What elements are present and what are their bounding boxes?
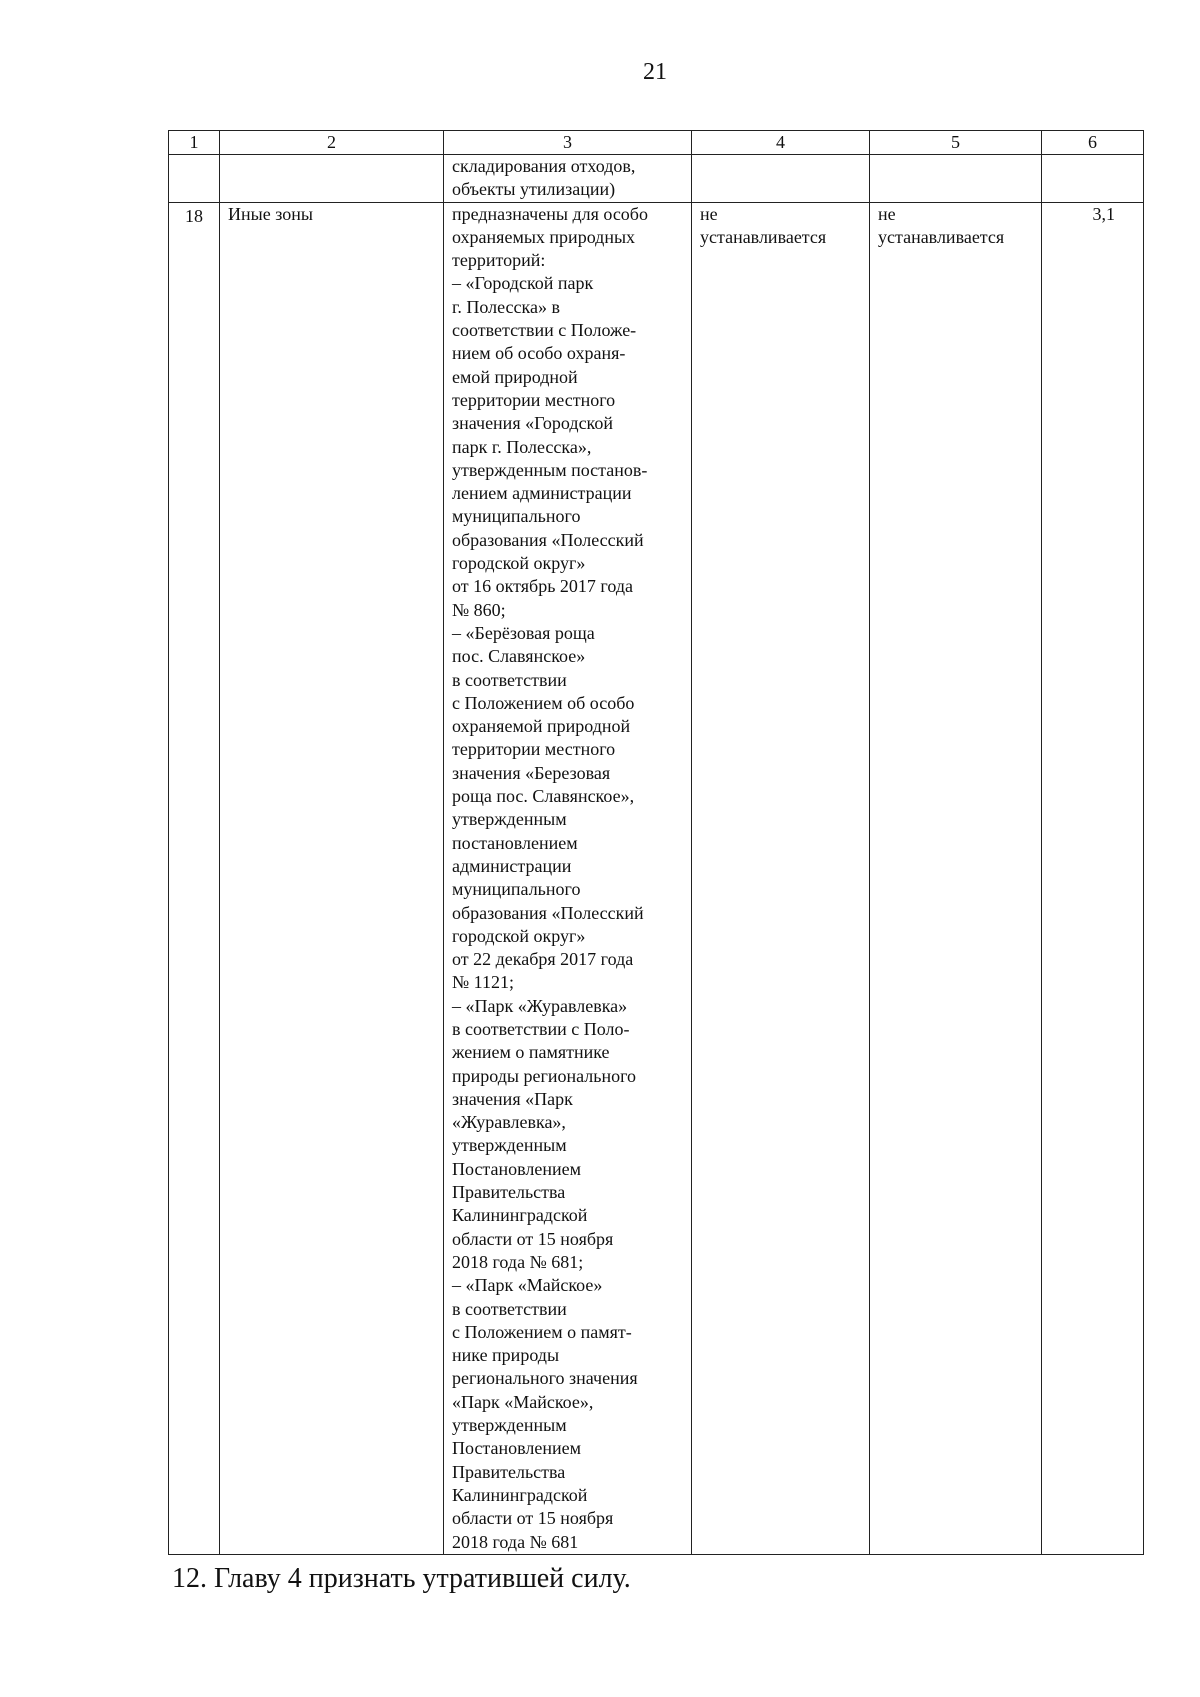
text-line: территории местного <box>452 389 616 410</box>
text-line: № 1121; <box>452 972 515 993</box>
cont-cell-4 <box>692 155 870 203</box>
text-line: складирования отходов, <box>452 156 636 176</box>
text-line: природы регионального <box>452 1065 637 1086</box>
text-line: жением о памятнике <box>452 1042 610 1063</box>
col4-text <box>700 203 861 250</box>
text-line: пос. Славянское» <box>452 646 586 667</box>
text-line: области от 15 ноября <box>452 1228 614 1249</box>
text-line: – «Берёзовая роща <box>452 622 595 643</box>
text-line: области от 15 ноября <box>452 1508 614 1529</box>
text-line: Правительства <box>452 1461 566 1482</box>
text-line: постановлением <box>452 832 578 853</box>
text-line: образования «Полесский <box>452 902 644 923</box>
text-line: устанавливается <box>878 226 1005 247</box>
text-line: нике природы <box>452 1345 560 1366</box>
text-line: утвержденным постанов- <box>452 459 648 480</box>
text-line: № 860; <box>452 599 506 620</box>
header-col-2: 2 <box>220 131 444 155</box>
text-line: утвержденным <box>452 1415 567 1436</box>
col4-cell <box>692 202 870 1554</box>
text-line: роща пос. Славянское», <box>452 786 635 807</box>
text-line: г. Полесска» в <box>452 296 560 317</box>
text-line: территории местного <box>452 739 616 760</box>
cont-purpose-text <box>452 155 683 202</box>
page-number: 21 <box>643 59 667 85</box>
text-line: парк г. Полесска», <box>452 436 592 457</box>
text-line: охраняемых природных <box>452 226 636 247</box>
text-line: емой природной <box>452 366 578 387</box>
text-line: в соответствии <box>452 669 567 690</box>
text-line: 2018 года № 681 <box>452 1531 579 1552</box>
table-row-continuation <box>169 155 1144 203</box>
col5-text <box>878 203 1033 250</box>
zone-name: Иные зоны <box>220 202 444 1554</box>
table-header-row <box>169 131 1144 155</box>
text-line: значения «Городской <box>452 413 614 434</box>
col5-cell <box>870 202 1042 1554</box>
text-line: в соответствии <box>452 1298 567 1319</box>
text-line: с Положением о памят- <box>452 1321 632 1342</box>
text-line: «Парк «Майское», <box>452 1391 594 1412</box>
cont-cell-1 <box>169 155 220 203</box>
header-col-5: 5 <box>870 131 1042 155</box>
text-line: городской округ» <box>452 553 586 574</box>
text-line: Постановлением <box>452 1438 582 1459</box>
row-number: 18 <box>169 202 220 1554</box>
text-line: – «Городской парк <box>452 273 594 294</box>
text-line: регионального значения <box>452 1368 638 1389</box>
text-line: значения «Березовая <box>452 762 611 783</box>
text-line: 2018 года № 681; <box>452 1251 584 1272</box>
cont-cell-3 <box>444 155 692 203</box>
closing-paragraph: 12. Главу 4 признать утратившей силу. <box>172 1563 631 1594</box>
text-line: администрации <box>452 855 572 876</box>
text-line: муниципального <box>452 506 581 527</box>
header-col-4: 4 <box>692 131 870 155</box>
text-line: «Журавлевка», <box>452 1112 566 1133</box>
text-line: с Положением об особо <box>452 692 635 713</box>
col6-value: 3,1 <box>1042 202 1144 1554</box>
table-row-18 <box>169 202 1144 1554</box>
cont-cell-5 <box>870 155 1042 203</box>
text-line: Правительства <box>452 1182 566 1203</box>
text-line: муниципального <box>452 879 581 900</box>
text-line: в соответствии с Поло- <box>452 1018 630 1039</box>
text-line: объекты утилизации) <box>452 179 616 200</box>
cont-cell-6 <box>1042 155 1144 203</box>
text-line: утвержденным <box>452 809 567 830</box>
text-line: устанавливается <box>700 226 827 247</box>
text-line: образования «Полесский <box>452 529 644 550</box>
text-line: – «Парк «Майское» <box>452 1275 603 1296</box>
cont-cell-2 <box>220 155 444 203</box>
text-line: территорий: <box>452 250 546 271</box>
text-line: не <box>878 203 896 224</box>
text-line: нием об особо охраня- <box>452 343 626 364</box>
text-line: от 22 декабря 2017 года <box>452 949 634 970</box>
text-line: охраняемой природной <box>452 716 631 737</box>
text-line: предназначены для особо <box>452 203 648 224</box>
text-line: соответствии с Положе- <box>452 320 637 341</box>
zone-purpose-cell <box>444 202 692 1554</box>
zones-table <box>168 130 1144 1555</box>
header-col-6: 6 <box>1042 131 1144 155</box>
header-col-3: 3 <box>444 131 692 155</box>
text-line: – «Парк «Журавлевка» <box>452 995 628 1016</box>
zone-purpose-text <box>452 203 683 1554</box>
header-col-1: 1 <box>169 131 220 155</box>
text-line: Калининградской <box>452 1484 588 1505</box>
text-line: лением администрации <box>452 483 632 504</box>
text-line: значения «Парк <box>452 1088 573 1109</box>
text-line: Постановлением <box>452 1158 582 1179</box>
text-line: не <box>700 203 718 224</box>
text-line: утвержденным <box>452 1135 567 1156</box>
text-line: городской округ» <box>452 925 586 946</box>
text-line: Калининградской <box>452 1205 588 1226</box>
text-line: от 16 октябрь 2017 года <box>452 576 633 597</box>
